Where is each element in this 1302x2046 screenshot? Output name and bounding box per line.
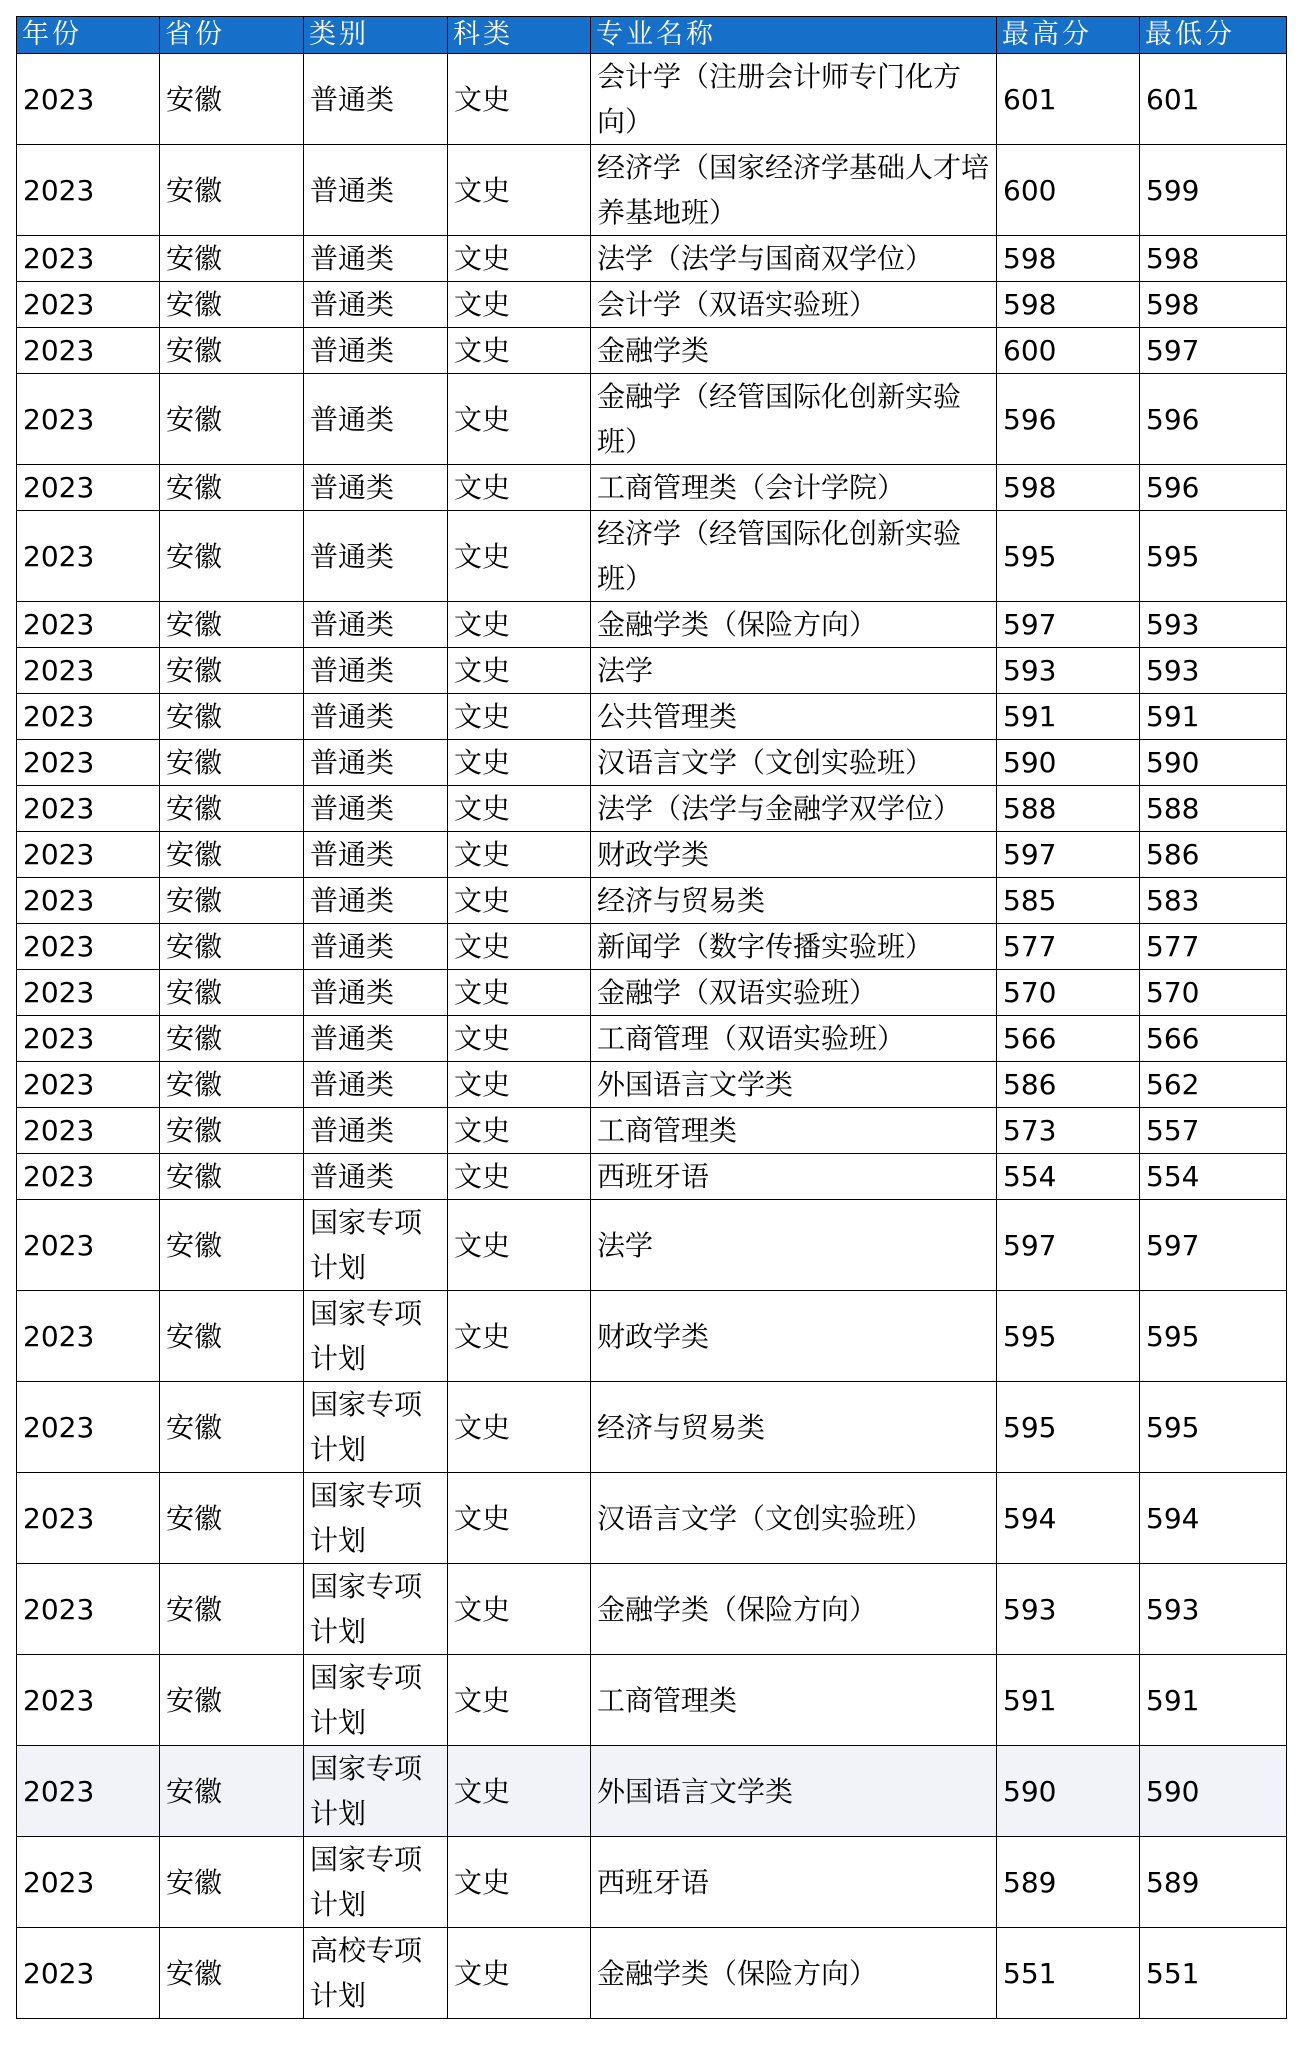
table-row: [17, 1062, 1287, 1108]
cell-year: 2023: [17, 878, 160, 924]
cell-major: 金融学类（保险方向）: [591, 602, 997, 648]
cell-major: 金融学（经管国际化创新实验班）: [591, 374, 997, 465]
cell-category: 普通类: [304, 648, 448, 694]
cell-category: 高校专项计划: [304, 1928, 448, 2019]
cell-year: 2023: [17, 282, 160, 328]
cell-category: 普通类: [304, 740, 448, 786]
table-row: [17, 740, 1287, 786]
table-body: [17, 54, 1287, 2019]
cell-province: 安徽: [160, 694, 304, 740]
cell-year: 2023: [17, 602, 160, 648]
cell-subject: 文史: [448, 145, 591, 236]
cell-province: 安徽: [160, 648, 304, 694]
cell-province: 安徽: [160, 832, 304, 878]
cell-max-score: 600: [997, 145, 1140, 236]
cell-year: 2023: [17, 740, 160, 786]
cell-max-score: 573: [997, 1108, 1140, 1154]
cell-max-score: 596: [997, 374, 1140, 465]
cell-major: 法学（法学与国商双学位）: [591, 236, 997, 282]
cell-min-score: 554: [1140, 1154, 1287, 1200]
cell-min-score: 596: [1140, 374, 1287, 465]
table-row: [17, 1837, 1287, 1928]
cell-category: 普通类: [304, 602, 448, 648]
table-row: [17, 924, 1287, 970]
cell-year: 2023: [17, 1746, 160, 1837]
cell-max-score: 590: [997, 740, 1140, 786]
cell-major: 法学（法学与金融学双学位）: [591, 786, 997, 832]
cell-province: 安徽: [160, 1291, 304, 1382]
cell-subject: 文史: [448, 1473, 591, 1564]
cell-max-score: 566: [997, 1016, 1140, 1062]
cell-max-score: 598: [997, 465, 1140, 511]
table-row: [17, 1746, 1287, 1837]
cell-min-score: 598: [1140, 282, 1287, 328]
cell-province: 安徽: [160, 1016, 304, 1062]
cell-major: 会计学（注册会计师专门化方向）: [591, 54, 997, 145]
table-row: [17, 1473, 1287, 1564]
cell-category: 普通类: [304, 970, 448, 1016]
cell-major: 金融学类: [591, 328, 997, 374]
cell-min-score: 597: [1140, 328, 1287, 374]
cell-min-score: 586: [1140, 832, 1287, 878]
cell-province: 安徽: [160, 236, 304, 282]
cell-year: 2023: [17, 786, 160, 832]
cell-max-score: 600: [997, 328, 1140, 374]
cell-major: 外国语言文学类: [591, 1062, 997, 1108]
cell-province: 安徽: [160, 1108, 304, 1154]
cell-year: 2023: [17, 1473, 160, 1564]
cell-category: 普通类: [304, 786, 448, 832]
cell-province: 安徽: [160, 970, 304, 1016]
header-row: [17, 17, 1287, 54]
cell-province: 安徽: [160, 1837, 304, 1928]
cell-subject: 文史: [448, 1016, 591, 1062]
cell-province: 安徽: [160, 1382, 304, 1473]
cell-major: 西班牙语: [591, 1837, 997, 1928]
table-row: [17, 1200, 1287, 1291]
cell-subject: 文史: [448, 602, 591, 648]
cell-major: 会计学（双语实验班）: [591, 282, 997, 328]
cell-min-score: 590: [1140, 1746, 1287, 1837]
table-row: [17, 328, 1287, 374]
cell-province: 安徽: [160, 1655, 304, 1746]
cell-category: 普通类: [304, 374, 448, 465]
cell-province: 安徽: [160, 1928, 304, 2019]
cell-province: 安徽: [160, 145, 304, 236]
cell-year: 2023: [17, 1837, 160, 1928]
cell-category: 普通类: [304, 236, 448, 282]
cell-subject: 文史: [448, 328, 591, 374]
cell-max-score: 595: [997, 1382, 1140, 1473]
cell-max-score: 593: [997, 1564, 1140, 1655]
cell-year: 2023: [17, 970, 160, 1016]
cell-major: 公共管理类: [591, 694, 997, 740]
cell-major: 汉语言文学（文创实验班）: [591, 1473, 997, 1564]
cell-province: 安徽: [160, 511, 304, 602]
table-row: [17, 1108, 1287, 1154]
cell-max-score: 598: [997, 236, 1140, 282]
cell-subject: 文史: [448, 970, 591, 1016]
cell-category: 普通类: [304, 511, 448, 602]
cell-major: 工商管理（双语实验班）: [591, 1016, 997, 1062]
table-row: [17, 970, 1287, 1016]
cell-year: 2023: [17, 54, 160, 145]
cell-major: 西班牙语: [591, 1154, 997, 1200]
cell-subject: 文史: [448, 1154, 591, 1200]
cell-category: 普通类: [304, 145, 448, 236]
cell-major: 汉语言文学（文创实验班）: [591, 740, 997, 786]
cell-year: 2023: [17, 1154, 160, 1200]
table-row: [17, 54, 1287, 145]
cell-year: 2023: [17, 465, 160, 511]
cell-min-score: 589: [1140, 1837, 1287, 1928]
table-row: [17, 1016, 1287, 1062]
table-row: [17, 465, 1287, 511]
cell-subject: 文史: [448, 740, 591, 786]
cell-province: 安徽: [160, 1473, 304, 1564]
cell-min-score: 591: [1140, 694, 1287, 740]
table-row: [17, 1291, 1287, 1382]
cell-province: 安徽: [160, 374, 304, 465]
cell-subject: 文史: [448, 1200, 591, 1291]
cell-category: 普通类: [304, 328, 448, 374]
table-row: [17, 282, 1287, 328]
cell-subject: 文史: [448, 54, 591, 145]
cell-max-score: 590: [997, 1746, 1140, 1837]
cell-subject: 文史: [448, 1382, 591, 1473]
cell-max-score: 551: [997, 1928, 1140, 2019]
cell-max-score: 586: [997, 1062, 1140, 1108]
table-header: [17, 17, 1287, 54]
cell-subject: 文史: [448, 1564, 591, 1655]
cell-province: 安徽: [160, 740, 304, 786]
cell-subject: 文史: [448, 282, 591, 328]
cell-min-score: 597: [1140, 1200, 1287, 1291]
cell-max-score: 597: [997, 832, 1140, 878]
cell-year: 2023: [17, 1928, 160, 2019]
cell-major: 经济与贸易类: [591, 878, 997, 924]
table-row: [17, 236, 1287, 282]
cell-year: 2023: [17, 1016, 160, 1062]
cell-min-score: 570: [1140, 970, 1287, 1016]
cell-major: 外国语言文学类: [591, 1746, 997, 1837]
cell-category: 普通类: [304, 1108, 448, 1154]
cell-category: 国家专项计划: [304, 1473, 448, 1564]
cell-min-score: 591: [1140, 1655, 1287, 1746]
cell-year: 2023: [17, 511, 160, 602]
cell-category: 普通类: [304, 465, 448, 511]
cell-category: 普通类: [304, 924, 448, 970]
cell-max-score: 554: [997, 1154, 1140, 1200]
cell-year: 2023: [17, 1108, 160, 1154]
cell-min-score: 577: [1140, 924, 1287, 970]
cell-major: 经济学（国家经济学基础人才培养基地班）: [591, 145, 997, 236]
cell-province: 安徽: [160, 1564, 304, 1655]
cell-min-score: 583: [1140, 878, 1287, 924]
cell-year: 2023: [17, 236, 160, 282]
column-header-min-score: 最低分: [1140, 17, 1287, 54]
table-row: [17, 1154, 1287, 1200]
cell-category: 普通类: [304, 694, 448, 740]
cell-max-score: 601: [997, 54, 1140, 145]
cell-major: 金融学（双语实验班）: [591, 970, 997, 1016]
cell-year: 2023: [17, 648, 160, 694]
cell-year: 2023: [17, 1062, 160, 1108]
cell-category: 普通类: [304, 1016, 448, 1062]
cell-min-score: 593: [1140, 648, 1287, 694]
table-row: [17, 648, 1287, 694]
cell-subject: 文史: [448, 832, 591, 878]
cell-max-score: 595: [997, 1291, 1140, 1382]
cell-min-score: 557: [1140, 1108, 1287, 1154]
cell-max-score: 597: [997, 1200, 1140, 1291]
cell-major: 经济与贸易类: [591, 1382, 997, 1473]
cell-category: 国家专项计划: [304, 1746, 448, 1837]
cell-year: 2023: [17, 694, 160, 740]
cell-subject: 文史: [448, 1837, 591, 1928]
cell-min-score: 598: [1140, 236, 1287, 282]
table-row: [17, 511, 1287, 602]
cell-major: 金融学类（保险方向）: [591, 1928, 997, 2019]
cell-subject: 文史: [448, 374, 591, 465]
cell-subject: 文史: [448, 465, 591, 511]
cell-year: 2023: [17, 1291, 160, 1382]
cell-year: 2023: [17, 1564, 160, 1655]
cell-subject: 文史: [448, 924, 591, 970]
cell-year: 2023: [17, 374, 160, 465]
cell-major: 新闻学（数字传播实验班）: [591, 924, 997, 970]
cell-subject: 文史: [448, 648, 591, 694]
cell-province: 安徽: [160, 1154, 304, 1200]
cell-max-score: 593: [997, 648, 1140, 694]
cell-min-score: 566: [1140, 1016, 1287, 1062]
cell-subject: 文史: [448, 694, 591, 740]
cell-max-score: 591: [997, 694, 1140, 740]
cell-category: 普通类: [304, 878, 448, 924]
cell-max-score: 591: [997, 1655, 1140, 1746]
cell-min-score: 595: [1140, 1291, 1287, 1382]
column-header-subject: 科类: [448, 17, 591, 54]
cell-subject: 文史: [448, 511, 591, 602]
cell-major: 法学: [591, 648, 997, 694]
cell-subject: 文史: [448, 236, 591, 282]
cell-category: 普通类: [304, 832, 448, 878]
cell-major: 金融学类（保险方向）: [591, 1564, 997, 1655]
cell-min-score: 601: [1140, 54, 1287, 145]
column-header-max-score: 最高分: [997, 17, 1140, 54]
cell-category: 国家专项计划: [304, 1564, 448, 1655]
table-row: [17, 832, 1287, 878]
cell-year: 2023: [17, 1382, 160, 1473]
cell-subject: 文史: [448, 786, 591, 832]
cell-max-score: 585: [997, 878, 1140, 924]
column-header-year: 年份: [17, 17, 160, 54]
cell-subject: 文史: [448, 1108, 591, 1154]
cell-province: 安徽: [160, 465, 304, 511]
table-row: [17, 1382, 1287, 1473]
cell-year: 2023: [17, 1655, 160, 1746]
cell-category: 普通类: [304, 1154, 448, 1200]
column-header-major: 专业名称: [591, 17, 997, 54]
cell-min-score: 593: [1140, 602, 1287, 648]
cell-major: 经济学（经管国际化创新实验班）: [591, 511, 997, 602]
cell-max-score: 594: [997, 1473, 1140, 1564]
cell-major: 法学: [591, 1200, 997, 1291]
cell-year: 2023: [17, 832, 160, 878]
cell-max-score: 589: [997, 1837, 1140, 1928]
column-header-category: 类别: [304, 17, 448, 54]
cell-major: 工商管理类: [591, 1108, 997, 1154]
cell-min-score: 551: [1140, 1928, 1287, 2019]
admission-score-table: [16, 16, 1287, 2019]
cell-province: 安徽: [160, 1746, 304, 1837]
cell-max-score: 595: [997, 511, 1140, 602]
cell-min-score: 594: [1140, 1473, 1287, 1564]
cell-max-score: 598: [997, 282, 1140, 328]
cell-year: 2023: [17, 145, 160, 236]
cell-major: 财政学类: [591, 832, 997, 878]
table-row: [17, 694, 1287, 740]
cell-province: 安徽: [160, 328, 304, 374]
cell-max-score: 570: [997, 970, 1140, 1016]
cell-province: 安徽: [160, 1200, 304, 1291]
table-row: [17, 878, 1287, 924]
cell-province: 安徽: [160, 786, 304, 832]
cell-min-score: 599: [1140, 145, 1287, 236]
cell-province: 安徽: [160, 54, 304, 145]
cell-subject: 文史: [448, 1062, 591, 1108]
cell-province: 安徽: [160, 1062, 304, 1108]
table-row: [17, 602, 1287, 648]
table-row: [17, 374, 1287, 465]
cell-province: 安徽: [160, 924, 304, 970]
column-header-province: 省份: [160, 17, 304, 54]
cell-province: 安徽: [160, 878, 304, 924]
cell-major: 工商管理类（会计学院）: [591, 465, 997, 511]
cell-category: 普通类: [304, 282, 448, 328]
cell-province: 安徽: [160, 602, 304, 648]
cell-major: 财政学类: [591, 1291, 997, 1382]
cell-category: 普通类: [304, 1062, 448, 1108]
cell-subject: 文史: [448, 1928, 591, 2019]
cell-province: 安徽: [160, 282, 304, 328]
table-row: [17, 786, 1287, 832]
cell-min-score: 595: [1140, 511, 1287, 602]
cell-min-score: 562: [1140, 1062, 1287, 1108]
cell-category: 国家专项计划: [304, 1291, 448, 1382]
cell-category: 国家专项计划: [304, 1382, 448, 1473]
cell-category: 国家专项计划: [304, 1200, 448, 1291]
table-row: [17, 1928, 1287, 2019]
cell-min-score: 595: [1140, 1382, 1287, 1473]
cell-min-score: 593: [1140, 1564, 1287, 1655]
cell-year: 2023: [17, 1200, 160, 1291]
cell-max-score: 577: [997, 924, 1140, 970]
cell-subject: 文史: [448, 1655, 591, 1746]
table-row: [17, 145, 1287, 236]
cell-year: 2023: [17, 924, 160, 970]
cell-min-score: 596: [1140, 465, 1287, 511]
cell-max-score: 588: [997, 786, 1140, 832]
cell-min-score: 588: [1140, 786, 1287, 832]
table-row: [17, 1564, 1287, 1655]
cell-max-score: 597: [997, 602, 1140, 648]
cell-category: 国家专项计划: [304, 1837, 448, 1928]
cell-category: 普通类: [304, 54, 448, 145]
cell-category: 国家专项计划: [304, 1655, 448, 1746]
cell-major: 工商管理类: [591, 1655, 997, 1746]
cell-subject: 文史: [448, 1746, 591, 1837]
cell-subject: 文史: [448, 878, 591, 924]
table-row: [17, 1655, 1287, 1746]
cell-min-score: 590: [1140, 740, 1287, 786]
cell-subject: 文史: [448, 1291, 591, 1382]
cell-year: 2023: [17, 328, 160, 374]
